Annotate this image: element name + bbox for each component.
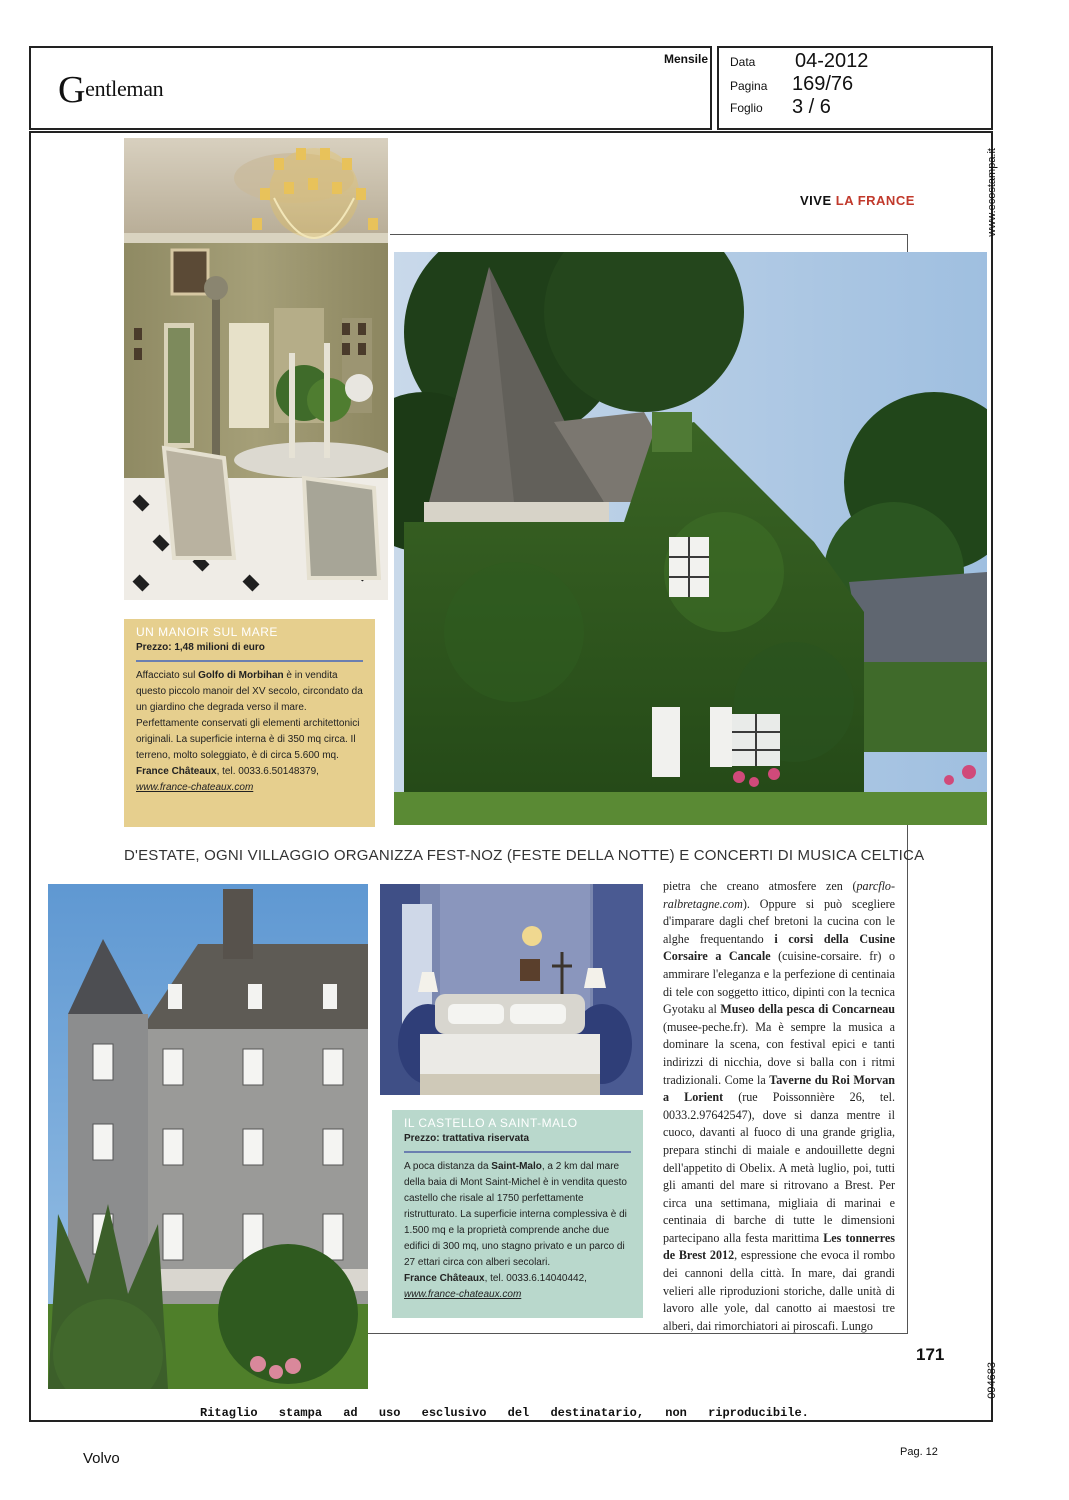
disclaimer-text: Ritaglio stampa ad uso esclusivo del destinatario, non riproducibile. [200,1406,809,1420]
data-label: Data [730,55,756,69]
side-code-text: 094683 [986,1362,998,1399]
frequency-label: Mensile [664,52,709,66]
photo-dining-room [124,138,388,600]
page-number: 171 [916,1345,945,1364]
foglio-label: Foglio [730,101,763,115]
photo-caption: D'ESTATE, OGNI VILLAGGIO ORGANIZZA FEST-NOZ (FESTE DELLA NOTTE) E CONCERTI DI MUSICA CELTICA [124,847,925,864]
footer-page-label: Pag. 12 [900,1446,938,1458]
pagina-label: Pagina [730,79,768,93]
photo-ivy-manoir [394,252,987,825]
foglio-value: 3 / 6 [792,96,831,118]
listing-link[interactable]: www.france-chateaux.com [136,782,254,793]
listing-divider [136,660,363,662]
listing-title: UN MANOIR SUL MARE [136,625,278,639]
listing-price: Prezzo: trattativa riservata [404,1133,530,1144]
listing-divider [404,1151,631,1153]
photo-castle [48,884,368,1389]
listing-box-manoir [124,619,375,827]
listing-box-castello [392,1110,643,1318]
data-value: 04-2012 [795,50,869,72]
footer-client-name: Volvo [83,1450,120,1467]
side-url-text: www.ecostampa.it [986,148,998,237]
pagina-value: 169/76 [792,73,854,95]
section-kicker: VIVE LA FRANCE [800,193,915,208]
listing-description: Affacciato sul Golfo di Morbihan è in vendita questo piccolo manoir del XV secolo, circondato da un giardino che degrada verso il mare. Perfettamente conservati gli elementi architettonici originali. La superficie interna è di 350 mq circa. Il terreno, molto soleggiato, è di circa 5.600 mq. France Châteaux, tel. 0033.6.50148379, www.france-chateaux.com [136,670,363,793]
article-column: pietra che creano atmosfere zen (parcflo-ralbretagne.com). Oppure si può scegliere d'imparare dagli chef bretoni la cucina con le alghe frequentando i corsi della Cusine Corsaire a Cancale (cuisine-corsaire. fr) o ammirare l'eleganza e la perfezione di centinaia di tele con soggetto ittico, dipinti con la tecnica Gyotaku al Museo della pesca di Concarneau (musee-peche.fr). Ma è sempre la musica a dominare la scena, con festival epici e tanti indirizzi di nicchia, dove si balla con i ritmi tradizionali. Come la Taverne du Roi Morvan a Lorient (rue Poissonnière 26, tel. 0033.2.97642547), dove si danza mentre il cuoco, davanti al fuoco di una grande griglia, prepara stinchi di maiale e andouillette degni dell'appetito di Obelix. A metà luglio, poi, tutti gli amanti del mare si ritrovano a Brest. Per circa una settimana, migliaia di marinai e centinaia di barche di tutte le dimensioni partecipano alla festa marittima Les tonnerres de Brest 2012, espressione che evoca il rombo dei cannoni della città. In mare, dai grandi velieri alle riproduzioni storiche, dalle unità di lavoro alle yole, dal canotto ai maestosi tre alberi, dai rimorchiatori ai piroscafi. Lungo [663,879,895,1333]
listing-link[interactable]: www.france-chateaux.com [404,1289,522,1300]
photo-bedroom [380,884,643,1095]
listing-price: Prezzo: 1,48 milioni di euro [136,642,265,653]
listing-title: IL CASTELLO A SAINT-MALO [404,1116,578,1130]
gentleman-logo: Gentleman [58,69,164,111]
listing-description: A poca distanza da Saint-Malo, a 2 km dal mare della baia di Mont Saint-Michel è in vendita questo castello che risale al 1750 perfettamente ristrutturato. La superficie interna complessiva è di 1.500 mq e la proprietà comprende anche due edifici di 300 mq, uno stagno privato e un parco di 27 ettari circa con alberi secolari. France Châteaux, tel. 0033.6.14040442, www.france-chateaux.com [404,1161,627,1300]
layout-rule-top [390,234,908,235]
